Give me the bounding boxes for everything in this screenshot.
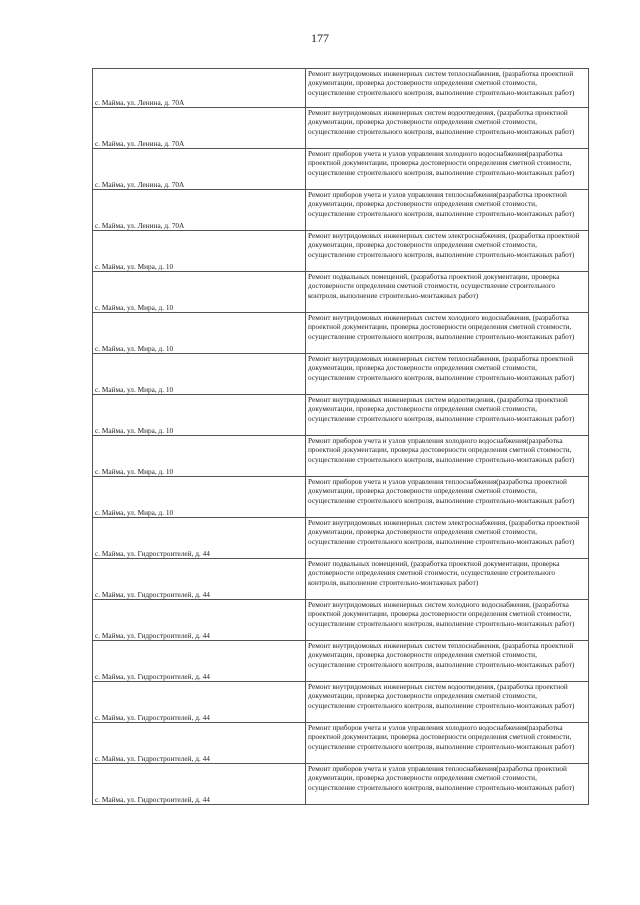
address-cell: с. Майма, ул. Ленина, д. 70А <box>93 149 306 190</box>
work-description-cell: Ремонт приборов учета и узлов управления теплоснабжения(разработка проектной документации, проверка достоверности определения сметной стоимости, осуществление строительного контроля, выполнение строительно-монтажных работ) <box>306 190 589 231</box>
address-cell: с. Майма, ул. Мира, д. 10 <box>93 354 306 395</box>
table-row <box>93 559 589 600</box>
address-cell: с. Майма, ул. Мира, д. 10 <box>93 477 306 518</box>
table-row <box>93 354 589 395</box>
table-row <box>93 600 589 641</box>
work-description-cell: Ремонт приборов учета и узлов управления холодного водоснабжения(разработка проектной документации, проверка достоверности определения сметной стоимости, осуществление строительного контроля, выполнение строительно-монтажных работ) <box>306 723 589 764</box>
address-cell: с. Майма, ул. Гидростроителей, д. 44 <box>93 559 306 600</box>
table-row <box>93 69 589 108</box>
address-cell: с. Майма, ул. Гидростроителей, д. 44 <box>93 764 306 805</box>
table-row <box>93 190 589 231</box>
table-row <box>93 313 589 354</box>
work-description-cell: Ремонт внутридомовых инженерных систем водоотведения, (разработка проектной документации, проверка достоверности определения сметной стоимости, осуществление строительного контроля, выполнение строительно-монтажных работ) <box>306 395 589 436</box>
work-description-cell: Ремонт внутридомовых инженерных систем холодного водоснабжения, (разработка проектной документации, проверка достоверности определения сметной стоимости, осуществление строительного контроля, выполнение строительно-монтажных работ) <box>306 313 589 354</box>
work-description-cell: Ремонт подвальных помещений, (разработка проектной документации, проверка достоверности определения сметной стоимости, осуществление строительного контроля, выполнение строительно-монтажных работ) <box>306 272 589 313</box>
table-row <box>93 395 589 436</box>
table-row <box>93 231 589 272</box>
address-cell: с. Майма, ул. Мира, д. 10 <box>93 436 306 477</box>
address-cell: с. Майма, ул. Гидростроителей, д. 44 <box>93 682 306 723</box>
table-row <box>93 108 589 149</box>
work-description-cell: Ремонт внутридомовых инженерных систем холодного водоснабжения, (разработка проектной документации, проверка достоверности определения сметной стоимости, осуществление строительного контроля, выполнение строительно-монтажных работ) <box>306 600 589 641</box>
address-cell: с. Майма, ул. Гидростроителей, д. 44 <box>93 641 306 682</box>
table-row <box>93 436 589 477</box>
address-cell: с. Майма, ул. Мира, д. 10 <box>93 395 306 436</box>
work-description-cell: Ремонт внутридомовых инженерных систем теплоснабжения, (разработка проектной документации, проверка достоверности определения сметной стоимости, осуществление строительного контроля, выполнение строительно-монтажных работ) <box>306 641 589 682</box>
table-row <box>93 272 589 313</box>
work-description-cell: Ремонт приборов учета и узлов управления теплоснабжения(разработка проектной документации, проверка достоверности определения сметной стоимости, осуществление строительного контроля, выполнение строительно-монтажных работ) <box>306 477 589 518</box>
address-cell: с. Майма, ул. Гидростроителей, д. 44 <box>93 723 306 764</box>
work-description-cell: Ремонт внутридомовых инженерных систем теплоснабжения, (разработка проектной документации, проверка достоверности определения сметной стоимости, осуществление строительного контроля, выполнение строительно-монтажных работ) <box>306 69 589 108</box>
work-description-cell: Ремонт подвальных помещений, (разработка проектной документации, проверка достоверности определения сметной стоимости, осуществление строительного контроля, выполнение строительно-монтажных работ) <box>306 559 589 600</box>
address-cell: с. Майма, ул. Мира, д. 10 <box>93 272 306 313</box>
address-cell: с. Майма, ул. Гидростроителей, д. 44 <box>93 600 306 641</box>
work-description-cell: Ремонт внутридомовых инженерных систем электроснабжения, (разработка проектной документации, проверка достоверности определения сметной стоимости, осуществление строительного контроля, выполнение строительно-монтажных работ) <box>306 231 589 272</box>
work-description-cell: Ремонт приборов учета и узлов управления холодного водоснабжения(разработка проектной документации, проверка достоверности определения сметной стоимости, осуществление строительного контроля, выполнение строительно-монтажных работ) <box>306 436 589 477</box>
work-description-cell: Ремонт внутридомовых инженерных систем водоотведения, (разработка проектной документации, проверка достоверности определения сметной стоимости, осуществление строительного контроля, выполнение строительно-монтажных работ) <box>306 108 589 149</box>
page-number: 177 <box>311 31 329 45</box>
table-row <box>93 764 589 805</box>
address-cell: с. Майма, ул. Ленина, д. 70А <box>93 190 306 231</box>
work-description-cell: Ремонт приборов учета и узлов управления холодного водоснабжения(разработка проектной документации, проверка достоверности определения сметной стоимости, осуществление строительного контроля, выполнение строительно-монтажных работ) <box>306 149 589 190</box>
table-row <box>93 149 589 190</box>
work-description-cell: Ремонт внутридомовых инженерных систем теплоснабжения, (разработка проектной документации, проверка достоверности определения сметной стоимости, осуществление строительного контроля, выполнение строительно-монтажных работ) <box>306 354 589 395</box>
table-row <box>93 723 589 764</box>
table-row <box>93 641 589 682</box>
works-table <box>92 68 589 805</box>
address-cell: с. Майма, ул. Мира, д. 10 <box>93 231 306 272</box>
table-row <box>93 477 589 518</box>
address-cell: с. Майма, ул. Ленина, д. 70А <box>93 108 306 149</box>
work-description-cell: Ремонт внутридомовых инженерных систем электроснабжения, (разработка проектной документации, проверка достоверности определения сметной стоимости, осуществление строительного контроля, выполнение строительно-монтажных работ) <box>306 518 589 559</box>
table-row <box>93 682 589 723</box>
work-description-cell: Ремонт внутридомовых инженерных систем водоотведения, (разработка проектной документации, проверка достоверности определения сметной стоимости, осуществление строительного контроля, выполнение строительно-монтажных работ) <box>306 682 589 723</box>
address-cell: с. Майма, ул. Гидростроителей, д. 44 <box>93 518 306 559</box>
table-row <box>93 518 589 559</box>
address-cell: с. Майма, ул. Мира, д. 10 <box>93 313 306 354</box>
work-description-cell: Ремонт приборов учета и узлов управления теплоснабжения(разработка проектной документации, проверка достоверности определения сметной стоимости, осуществление строительного контроля, выполнение строительно-монтажных работ) <box>306 764 589 805</box>
address-cell: с. Майма, ул. Ленина, д. 70А <box>93 69 306 108</box>
